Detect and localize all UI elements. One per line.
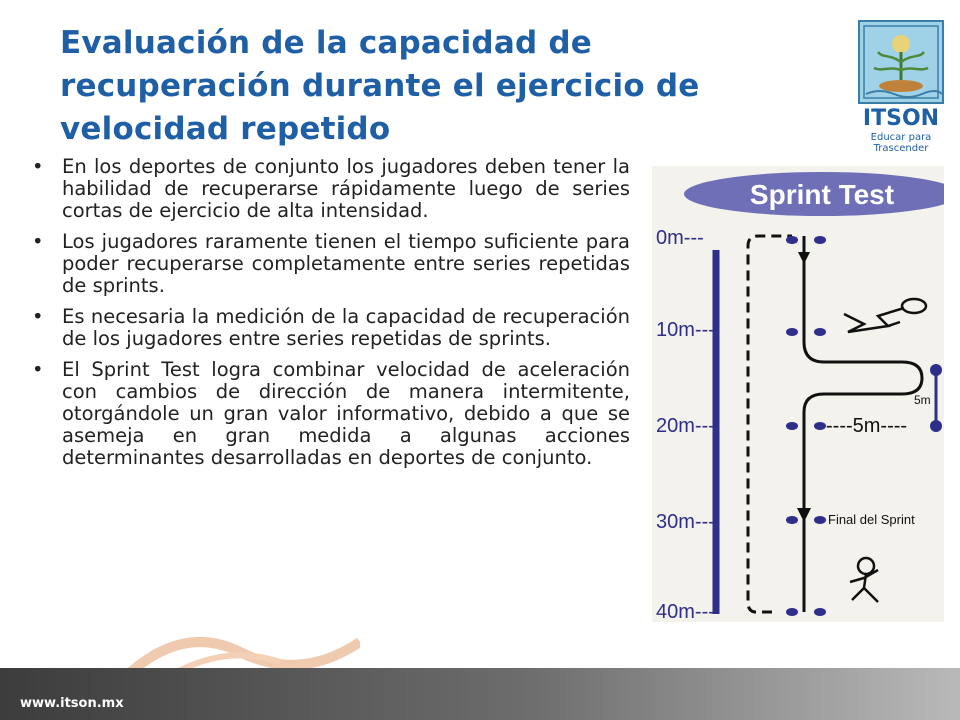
- distance-label-0m: 0m---: [656, 227, 704, 249]
- distance-label-30m: 30m---: [656, 511, 715, 533]
- slide-title: Evaluación de la capacidad de recuperación durante el ejercicio de velocidad repetido: [60, 25, 700, 147]
- return-lane: [748, 236, 792, 612]
- bullet-item: • El Sprint Test logra combinar velocidad de aceleración con cambios de dirección de manera intermitente, otorgándole un gran valor informativo, debido a que se asemeja en gran medida a algunas acciones determinantes desarrolladas en deportes de conjunto.: [32, 358, 630, 469]
- bullet-item: • En los deportes de conjunto los jugadores deben tener la habilidad de recuperarse rápidamente luego de series cortas de ejercicio de alta intensidad.: [32, 155, 630, 222]
- itson-logo: [858, 20, 944, 154]
- logo-emblem: [858, 20, 944, 104]
- side-marker-label: 5m: [914, 393, 931, 407]
- arrow-start: [798, 252, 810, 264]
- logo-wordmark: ITSON: [862, 106, 940, 131]
- standing-figure-icon: [850, 558, 878, 602]
- diagram-heading: Sprint Test: [749, 179, 895, 210]
- footer-bar: [0, 668, 960, 720]
- bullet-item: • Es necesaria la medición de la capacidad de recuperación de los jugadores entre series repetidas de sprints.: [32, 305, 630, 350]
- bullet-list: [28, 156, 630, 478]
- arrow-finish: [797, 508, 811, 522]
- footer-url[interactable]: www.itson.mx: [20, 696, 124, 711]
- lateral-label: ----5m----: [826, 415, 908, 437]
- logo-tagline: Educar para Trascender: [870, 132, 932, 154]
- distance-label-10m: 10m---: [656, 319, 715, 341]
- sprinter-icon: [844, 299, 926, 332]
- finish-label: Final del Sprint: [828, 512, 915, 527]
- sprint-test-diagram: [652, 166, 944, 622]
- bullet-item: • Los jugadores raramente tienen el tiempo suficiente para poder recuperarse completamente entre series repetidas de sprints.: [32, 230, 630, 297]
- distance-label-40m: 40m---: [656, 601, 715, 622]
- distance-label-20m: 20m---: [656, 415, 715, 437]
